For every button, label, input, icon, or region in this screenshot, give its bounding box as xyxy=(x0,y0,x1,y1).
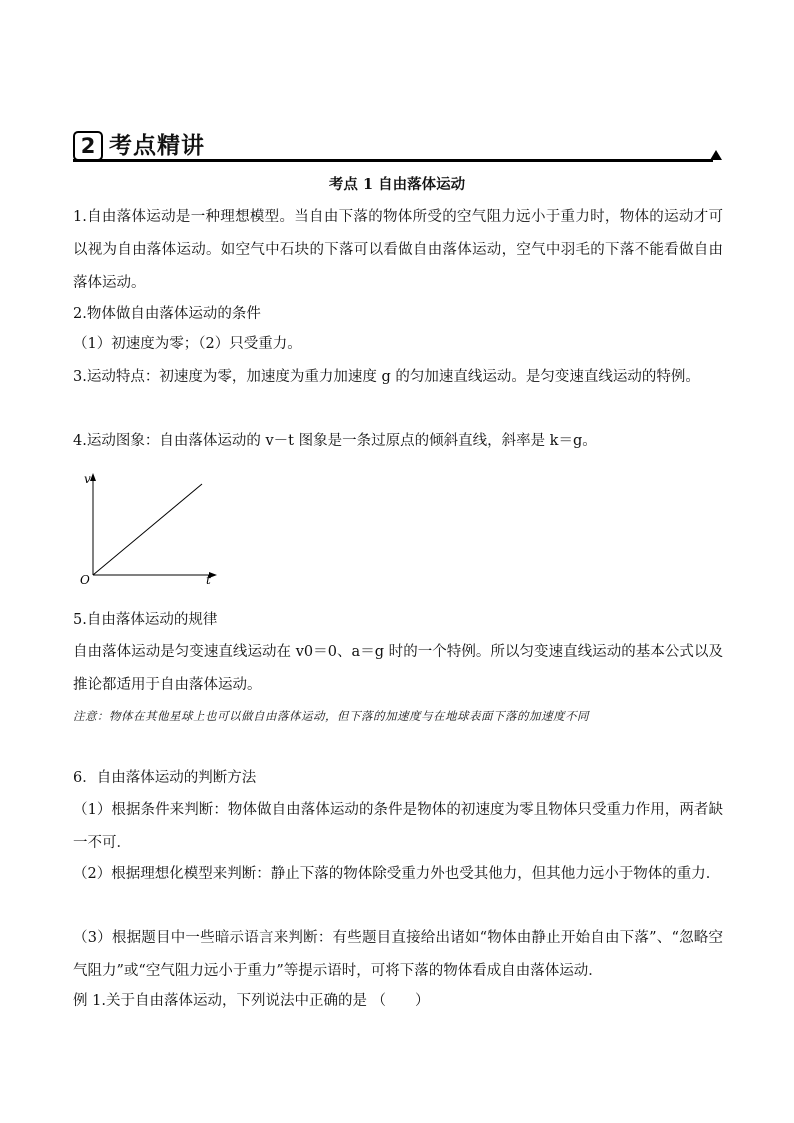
paragraph-conditions: （1）初速度为零；（2）只受重力。 xyxy=(73,336,302,352)
paragraph-judgment-3: （3）根据题目中一些暗示语言来判断：有些题目直接给出诸如“物体由静止开始自由下落”、“忽略空气阻力”或“空气阻力远小于重力”等提示语时，可将下落的物体看成自由落体运动． xyxy=(73,930,723,979)
section-header xyxy=(73,130,723,162)
vt-graph xyxy=(75,465,225,590)
y-axis-label: v xyxy=(84,472,91,486)
paragraph-example-1: 例 1.关于自由落体运动，下列说法中正确的是 （ ） xyxy=(73,993,430,1009)
topic-subtitle: 考点 1 自由落体运动 xyxy=(328,176,466,193)
section-title: 考点精讲 xyxy=(109,133,205,159)
paragraph-definition: 1.自由落体运动是一种理想模型。当自由下落的物体所受的空气阻力远小于重力时，物体的运动才可以视为自由落体运动。如空气中石块的下落可以看做自由落体运动，空气中羽毛的下落不能看做自由落体运动。 xyxy=(73,209,723,291)
vt-line xyxy=(93,484,202,575)
paragraph-conditions-heading: 2.物体做自由落体运动的条件 xyxy=(73,306,261,322)
section-number-badge: 2 xyxy=(73,131,103,161)
triangle-icon xyxy=(710,150,722,160)
paragraph-characteristics: 3.运动特点：初速度为零，加速度为重力加速度 g 的匀加速直线运动。是匀变速直线运动的特例。 xyxy=(73,369,700,385)
x-axis-label: t xyxy=(206,573,211,587)
note-text: 注意：物体在其他星球上也可以做自由落体运动，但下落的加速度与在地球表面下落的加速度不同 xyxy=(73,709,589,723)
origin-label: O xyxy=(80,573,90,587)
paragraph-judgment-heading: 6．自由落体运动的判断方法 xyxy=(73,770,257,786)
y-axis-arrow-icon xyxy=(90,473,96,481)
paragraph-judgment-1: （1）根据条件来判断：物体做自由落体运动的条件是物体的初速度为零且物体只受重力作用，两者缺一不可． xyxy=(73,802,723,851)
paragraph-judgment-2: （2）根据理想化模型来判断：静止下落的物体除受重力外也受其他力，但其他力远小于物体的重力． xyxy=(73,866,721,882)
paragraph-laws: 自由落体运动是匀变速直线运动在 v0＝0、a＝g 时的一个特例。所以匀变速直线运动的基本公式以及推论都适用于自由落体运动。 xyxy=(73,644,723,693)
vt-graph-svg xyxy=(75,465,225,590)
paragraph-laws-heading: 5.自由落体运动的规律 xyxy=(73,612,218,628)
section-divider xyxy=(73,159,713,162)
paragraph-motion-graph: 4.运动图象：自由落体运动的 v－t 图象是一条过原点的倾斜直线，斜率是 k＝g。 xyxy=(73,433,597,449)
